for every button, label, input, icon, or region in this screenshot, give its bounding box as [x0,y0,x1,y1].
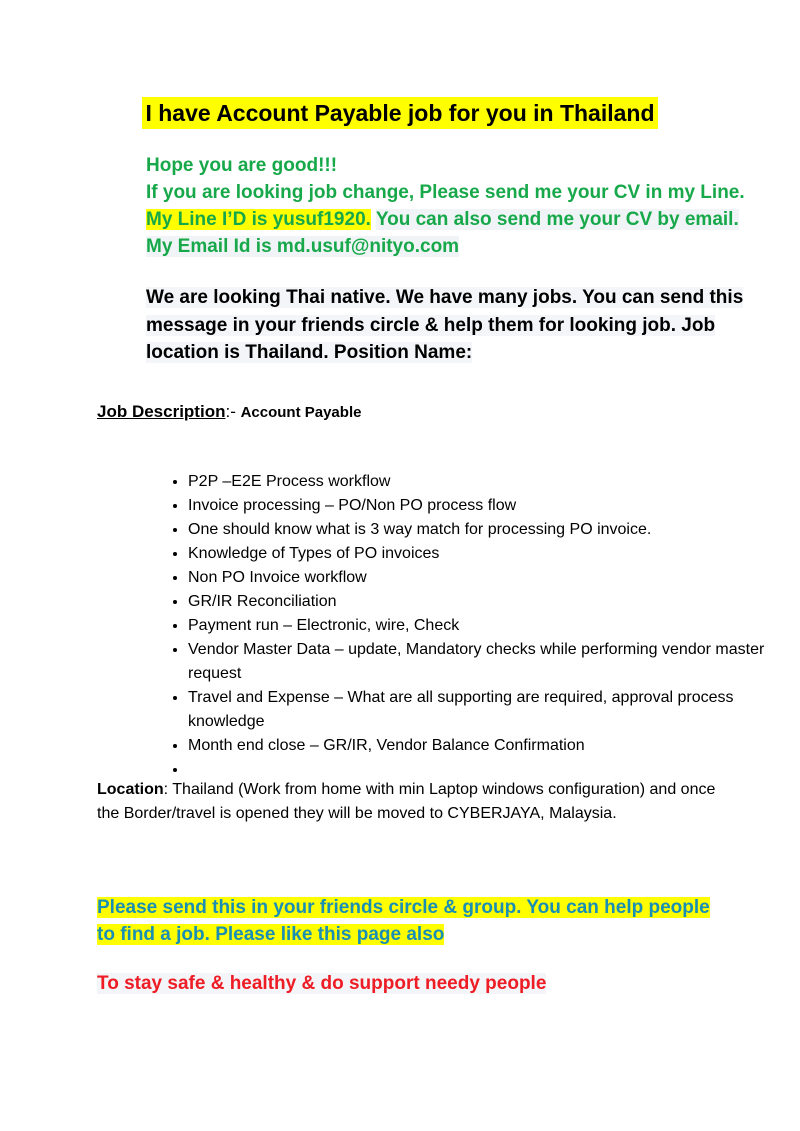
intro-paragraph [146,152,746,260]
job-description-separator: :- [225,402,241,421]
duty-item: • Invoice processing – PO/Non PO process flow [188,494,768,518]
native-text: We are looking Thai native. We have many jobs. You can send this message in your friends circle & help them for looking job. Job location is Thailand. Position Name: [146,287,744,363]
contact-text-start: If you are looking job change, Please send me your CV in my Line. [146,182,745,203]
title-container [0,97,800,129]
duty-item: • P2P –E2E Process workflow [188,470,768,494]
native-paragraph [146,284,746,367]
duty-item: • Month end close – GR/IR, Vendor Balance Confirmation [188,734,768,758]
duties-list [150,470,768,782]
duty-item: • Travel and Expense – What are all supporting are required, approval process knowledge [188,686,768,734]
duty-item: • Non PO Invoice workflow [188,566,768,590]
location-text: : Thailand (Work from home with min Laptop windows configuration) and once the Border/travel is opened they will be moved to CYBERJAYA, Malaysia. [97,781,716,822]
duty-item: • GR/IR Reconciliation [188,590,768,614]
job-description-label: Job Description [97,402,226,421]
job-description-value: Account Payable [240,404,362,421]
greeting-line: Hope you are good!!! [146,155,338,176]
duty-item: • Payment run – Electronic, wire, Check [188,614,768,638]
email-text: You can also send me your CV by email. My Email Id is md.usuf@nityo.com [146,209,739,257]
safe-text: To stay safe & healthy & do support needy people [97,973,547,994]
job-description [97,400,361,425]
location-label: Location [97,781,164,798]
duty-item: • Vendor Master Data – update, Mandatory checks while performing vendor master request [188,638,768,686]
page-title: I have Account Payable job for you in Thailand [142,97,657,129]
share-text: Please send this in your friends circle & group. You can help people to find a job. Please like this page also [97,897,710,945]
line-id-highlight: My Line I’D is yusuf1920. [146,209,371,230]
location-paragraph [97,778,717,826]
share-paragraph [97,894,717,948]
contact-text [146,179,746,260]
duty-item: • Knowledge of Types of PO invoices [188,542,768,566]
duty-item: • One should know what is 3 way match for processing PO invoice. [188,518,768,542]
safe-paragraph [97,970,546,997]
